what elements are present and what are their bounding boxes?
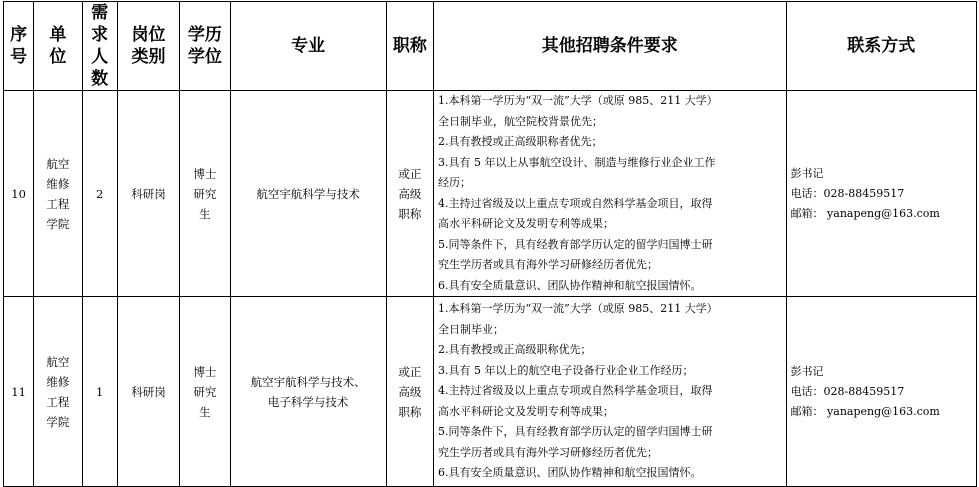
row-major [230, 91, 386, 297]
row-unit [34, 91, 82, 297]
row-degree-line: 研究 [193, 186, 217, 201]
requirement-line: 全日制毕业，航空院校背景优先； [438, 114, 604, 128]
header-degree-text: 学历学位 [187, 25, 222, 67]
requirement-line: 6.具有安全质量意识、团队协作精神和航空报国情怀。 [438, 278, 702, 292]
header-count-text: 需求人数 [91, 3, 109, 89]
row-unit-line: 学院 [46, 216, 70, 231]
requirement-line: 经历； [438, 176, 472, 189]
requirement-line: 6.具有安全质量意识、团队协作精神和航空报国情怀。 [438, 466, 702, 480]
row-unit-line: 维修 [46, 176, 70, 191]
contact-email: 邮箱： yanapeng@163.com [790, 404, 940, 418]
row-degree-line: 研究 [193, 384, 217, 399]
row-degree [180, 297, 230, 487]
header-post-text: 岗位类别 [131, 25, 166, 67]
table-row [4, 91, 977, 297]
row-count: 1 [82, 297, 117, 487]
row-count: 2 [82, 91, 117, 297]
contact-phone: 电话：028-88459517 [790, 186, 905, 200]
table-row [4, 297, 977, 487]
row-title-line: 高级 [398, 186, 422, 201]
header-major: 专业 [230, 2, 386, 91]
row-contact [786, 91, 976, 297]
row-degree-line: 生 [199, 404, 211, 419]
row-unit-line: 航空 [46, 156, 70, 171]
header-unit [34, 2, 82, 91]
row-post: 科研岗 [117, 91, 179, 297]
header-unit-text: 单位 [49, 25, 67, 67]
row-seq: 11 [4, 297, 34, 487]
header-degree [180, 2, 230, 91]
row-major-line: 航空宇航科学与技术、 [250, 374, 366, 389]
requirement-line: 1.本科第一学历为“双一流”大学（或原 985、211 大学） [438, 302, 718, 316]
row-seq: 10 [4, 91, 34, 297]
requirement-line: 1.本科第一学历为“双一流”大学（或原 985、211 大学） [438, 94, 718, 107]
row-unit-line: 工程 [46, 394, 70, 409]
requirement-line: 5.同等条件下，具有经教育部学历认定的留学归国博士研 [438, 237, 713, 251]
header-seq-text: 序号 [10, 25, 28, 67]
header-count [82, 2, 117, 91]
requirement-line: 2.具有教授或正高级职称优先； [438, 343, 592, 357]
row-title-line: 职称 [398, 206, 422, 221]
row-unit-line: 学院 [46, 414, 70, 429]
row-requirements [434, 91, 787, 297]
requirement-line: 3.具有 5 年以上从事航空设计、制造与维修行业企业工作 [438, 155, 716, 169]
row-major [230, 297, 386, 487]
row-title-line: 高级 [398, 384, 422, 399]
requirement-line: 2.具有教授或正高级职称者优先； [438, 135, 603, 148]
header-seq [4, 2, 34, 91]
row-unit-line: 维修 [46, 374, 70, 389]
row-title [386, 297, 433, 487]
header-requirements: 其他招聘条件要求 [434, 2, 787, 91]
row-title [386, 91, 433, 297]
row-title-line: 或正 [398, 166, 422, 181]
row-unit [34, 297, 82, 487]
row-title-line: 或正 [398, 364, 422, 379]
row-requirements [434, 297, 787, 487]
row-degree-line: 博士 [193, 364, 217, 379]
row-degree-line: 生 [199, 206, 211, 221]
row-title-line: 职称 [398, 404, 422, 419]
contact-name: 彭书记 [790, 166, 824, 180]
row-major-line: 电子科学与技术 [267, 394, 349, 409]
requirement-line: 究生学历者或具有海外学习研修经历者优先； [438, 258, 659, 271]
contact-name: 彭书记 [790, 364, 824, 378]
header-contact: 联系方式 [786, 2, 976, 91]
header-post [117, 2, 179, 91]
row-major-line: 航空宇航科学与技术 [256, 186, 360, 201]
row-contact [786, 297, 976, 487]
recruitment-table [3, 1, 977, 487]
row-unit-line: 工程 [46, 196, 70, 211]
requirement-line: 全日制毕业； [438, 322, 505, 336]
header-title: 职称 [386, 2, 433, 91]
row-degree [180, 91, 230, 297]
requirement-line: 4.主持过省级及以上重点专项或自然科学基金项目，取得 [438, 384, 713, 398]
requirement-line: 3.具有 5 年以上的航空电子设备行业企业工作经历； [438, 363, 694, 377]
requirement-line: 4.主持过省级及以上重点专项或自然科学基金项目，取得 [438, 196, 713, 210]
row-post: 科研岗 [117, 297, 179, 487]
contact-phone: 电话：028-88459517 [790, 384, 905, 398]
contact-email: 邮箱： yanapeng@163.com [790, 206, 940, 220]
row-degree-line: 博士 [193, 166, 217, 181]
requirement-line: 究生学历者或具有海外学习研修经历者优先； [438, 445, 659, 459]
requirement-line: 高水平科研论文及发明专利等成果； [438, 217, 615, 230]
requirement-line: 5.同等条件下，具有经教育部学历认定的留学归国博士研 [438, 425, 713, 439]
row-unit-line: 航空 [46, 354, 70, 369]
header-row [4, 2, 977, 91]
requirement-line: 高水平科研论文及发明专利等成果； [438, 404, 615, 418]
